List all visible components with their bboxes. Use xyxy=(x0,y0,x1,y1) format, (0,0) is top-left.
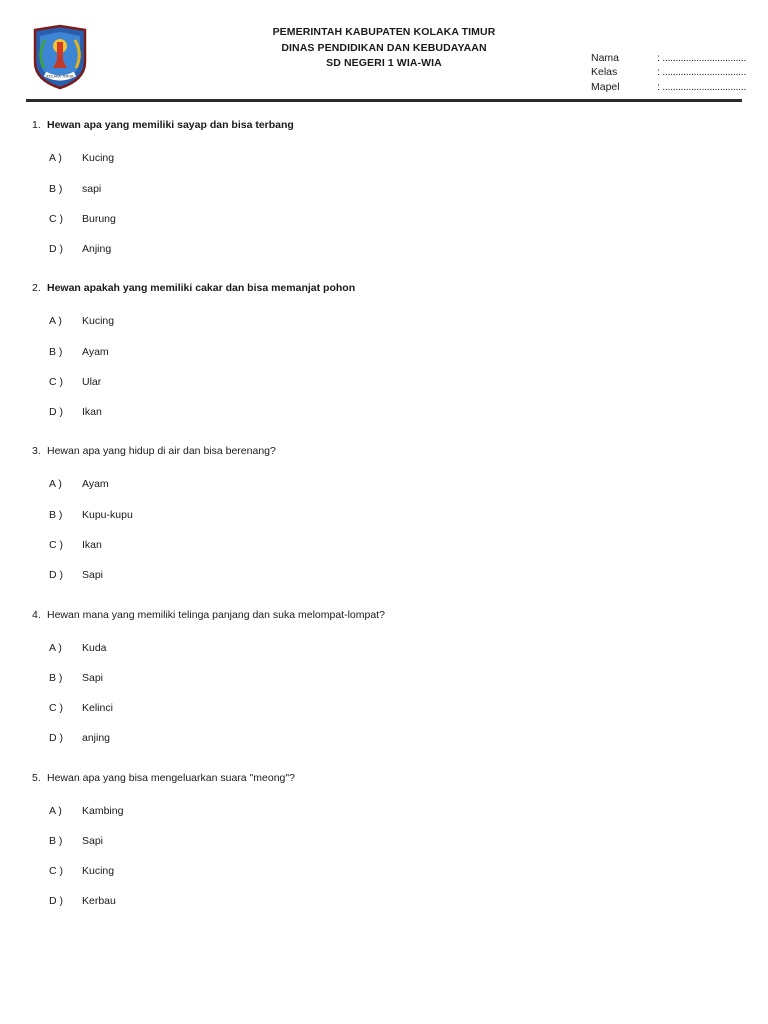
option-b xyxy=(49,509,133,521)
option-d xyxy=(49,406,102,418)
question-stem: Hewan apa yang bisa mengeluarkan suara "meong"? xyxy=(47,771,295,784)
question-4 xyxy=(32,609,732,772)
question-stem: Hewan apakah yang memiliki cakar dan bisa memanjat pohon xyxy=(47,282,356,295)
option-text: Burung xyxy=(82,212,116,225)
option-letter: B ) xyxy=(49,182,63,195)
option-letter: C ) xyxy=(49,212,63,225)
option-letter: D ) xyxy=(49,732,63,745)
option-b xyxy=(49,183,101,195)
student-name-blank: : ................................ xyxy=(657,52,746,64)
option-text: Ikan xyxy=(82,405,102,418)
option-letter: D ) xyxy=(49,405,63,418)
option-d xyxy=(49,895,116,907)
letterhead xyxy=(234,25,534,72)
option-text: Sapi xyxy=(82,568,104,581)
student-name-row xyxy=(591,51,746,65)
question-text xyxy=(32,445,276,457)
letterhead-department: DINAS PENDIDIKAN DAN KEBUDAYAAN xyxy=(281,41,487,54)
option-letter: A ) xyxy=(49,478,62,491)
option-text: Ayam xyxy=(82,478,109,491)
question-5 xyxy=(32,772,732,935)
letterhead-school: SD NEGERI 1 WIA-WIA xyxy=(326,57,442,69)
header-divider xyxy=(26,99,742,102)
option-letter: C ) xyxy=(49,702,63,715)
option-letter: D ) xyxy=(49,895,63,908)
option-b xyxy=(49,672,103,684)
question-stem: Hewan apa yang hidup di air dan bisa berenang? xyxy=(47,445,276,458)
option-d xyxy=(49,732,110,744)
option-letter: A ) xyxy=(49,152,62,164)
question-number: 3. xyxy=(32,445,41,458)
student-info-block xyxy=(591,51,746,94)
question-2 xyxy=(32,282,732,445)
question-text xyxy=(32,119,294,131)
question-number: 2. xyxy=(32,282,41,295)
option-letter: D ) xyxy=(49,568,63,581)
option-text: Ikan xyxy=(82,538,102,551)
student-name-label: Nama xyxy=(591,52,620,64)
option-text: sapi xyxy=(82,182,102,195)
question-1 xyxy=(32,119,732,282)
option-letter: B ) xyxy=(49,508,63,521)
option-c xyxy=(49,865,114,877)
option-c xyxy=(49,539,102,551)
option-letter: B ) xyxy=(49,345,63,358)
option-text: Ayam xyxy=(82,345,109,358)
option-b xyxy=(49,346,109,358)
letterhead-government: PEMERINTAH KABUPATEN KOLAKA TIMUR xyxy=(272,26,496,38)
option-letter: A ) xyxy=(49,641,62,654)
question-text xyxy=(32,282,355,294)
question-stem: Hewan apa yang memiliki sayap dan bisa terbang xyxy=(47,119,294,131)
option-letter: D ) xyxy=(49,242,63,255)
question-stem: Hewan mana yang memiliki telinga panjang dan suka melompat-lompat? xyxy=(47,608,385,621)
option-letter: A ) xyxy=(49,315,62,328)
option-d xyxy=(49,243,111,255)
option-text: Kupu-kupu xyxy=(82,508,133,521)
option-text: Kelinci xyxy=(82,702,113,715)
option-d xyxy=(49,569,103,581)
option-c xyxy=(49,213,116,225)
subject-row xyxy=(591,80,746,94)
option-letter: C ) xyxy=(49,538,63,551)
option-letter: B ) xyxy=(49,672,63,685)
option-text: Ular xyxy=(82,375,102,388)
svg-text:KOLAKA TIMUR: KOLAKA TIMUR xyxy=(46,74,74,79)
option-text: Sapi xyxy=(82,835,104,848)
option-letter: C ) xyxy=(49,865,63,878)
question-text xyxy=(32,772,295,784)
question-3 xyxy=(32,445,732,608)
question-number: 1. xyxy=(32,119,41,131)
option-text: Sapi xyxy=(82,672,104,685)
student-class-row xyxy=(591,65,746,79)
option-text: Kucing xyxy=(82,152,115,164)
option-a xyxy=(49,315,114,327)
option-text: Kerbau xyxy=(82,895,116,908)
option-a xyxy=(49,805,123,817)
option-text: Kambing xyxy=(82,804,124,817)
option-letter: A ) xyxy=(49,804,62,817)
option-a xyxy=(49,478,109,490)
option-letter: C ) xyxy=(49,375,63,388)
option-b xyxy=(49,835,103,847)
regency-emblem-logo xyxy=(31,24,89,90)
subject-blank: : ................................ xyxy=(657,80,746,93)
student-class-label: Kelas xyxy=(591,66,618,79)
student-class-blank: : ................................ xyxy=(657,66,746,79)
option-text: Kucing xyxy=(82,315,115,328)
question-number: 5. xyxy=(32,771,41,784)
question-text xyxy=(32,609,385,621)
subject-label: Mapel xyxy=(591,80,620,93)
option-c xyxy=(49,702,113,714)
option-text: Kuda xyxy=(82,641,107,654)
option-a xyxy=(49,152,114,164)
question-number: 4. xyxy=(32,608,41,621)
option-a xyxy=(49,642,107,654)
option-c xyxy=(49,376,101,388)
option-text: anjing xyxy=(82,732,111,745)
option-letter: B ) xyxy=(49,835,63,848)
question-list xyxy=(32,119,732,935)
option-text: Kucing xyxy=(82,865,115,878)
option-text: Anjing xyxy=(82,242,112,255)
